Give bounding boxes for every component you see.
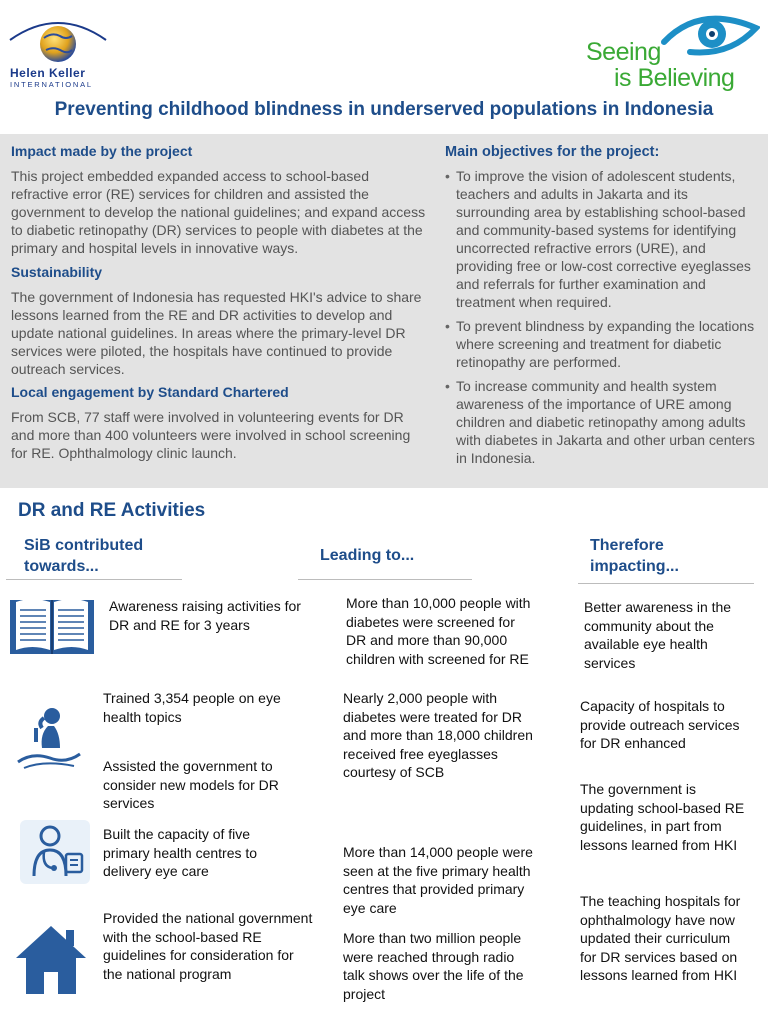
impact-item: The government is updating school-based RE guidelines, in part from lessons learned from HKI [580, 781, 745, 853]
activities-title: DR and RE Activities [18, 500, 206, 521]
hki-logo [8, 10, 118, 90]
impact-text: This project embedded expanded access to school-based refractive error (RE) services for children and assisted the government to develop the national guidelines; and expand access to diabetic retinopathy (DR) services to people with diabetes at the primary and hospital levels in innovative ways. [11, 168, 426, 256]
outcome-item: More than two million people were reached through radio talk shows over the life of the project [343, 930, 524, 1002]
book-icon [8, 594, 96, 658]
local-engagement-text: From SCB, 77 staff were involved in volunteering events for DR and more than 400 volunteers were involved in school screening for RE. Ophthalmology clinic launch. [11, 409, 411, 461]
objectives-heading: Main objectives for the project: [445, 144, 660, 160]
logo-arc [8, 12, 108, 42]
impact-heading: Impact made by the project [11, 143, 193, 159]
objective-item: • To prevent blindness by expanding the locations where screening and treatment for diabetic retinopathy are performed. [445, 317, 760, 371]
hki-logo-sub: INTERNATIONAL [10, 80, 93, 89]
impact-item: Better awareness in the community about the available eye health services [584, 599, 732, 671]
impacting-heading: Therefore impacting... [590, 537, 679, 575]
objective-item: • To improve the vision of adolescent students, teachers and adults in Jakarta and its surrounding area by establishing school-based and community-based systems for identifying uncorrected refractive errors (URE), and providing free or low-cost corrective eyeglasses and referrals for further examination and treatment when required. [445, 167, 760, 311]
outcome-item: More than 10,000 people with diabetes were screened for DR and more than 90,000 children with screened for RE [346, 595, 531, 667]
sustainability-text: The government of Indonesia has requested HKI's advice to share lessons learned from the RE and DR activities to develop and update national guidelines. In areas where the primary-level DR services were piloted, the hospitals have continued to provide outreach services. [11, 289, 422, 377]
contribution-item: Built the capacity of five primary health centres to delivery eye care [103, 826, 258, 879]
objectives-list [445, 167, 760, 467]
sib-logo-line1: Seeing [586, 38, 661, 66]
impact-item: Capacity of hospitals to provide outreach services for DR enhanced [580, 698, 740, 751]
contribution-item: Assisted the government to consider new models for DR services [103, 758, 279, 811]
contribution-item: Trained 3,354 people on eye health topics [103, 690, 281, 725]
sib-logo-line2: is Believing [614, 64, 735, 92]
doctor-icon [20, 820, 90, 884]
objective-item: • To increase community and health system awareness of the importance of URE among children and diabetic retinopathy among adults with diabetes in Jakarta and other urban centers in Indonesia. [445, 377, 760, 467]
impact-column [11, 143, 426, 462]
outcome-item: Nearly 2,000 people with diabetes were treated for DR and more than 18,000 children received free eyeglasses courtesy of SCB [343, 690, 533, 780]
woman-reading-icon [14, 704, 84, 774]
column-divider [578, 583, 754, 584]
objectives-column [445, 144, 760, 473]
impact-item: The teaching hospitals for ophthalmology have now updated their curriculum for DR services based on lessons learned from HKI [580, 893, 741, 983]
house-icon [14, 924, 88, 996]
contribution-item: Provided the national government with the school-based RE guidelines for consideration for the national program [103, 910, 313, 982]
sib-logo [584, 12, 760, 96]
sustainability-heading: Sustainability [11, 264, 103, 280]
outcome-item: More than 14,000 people were seen at the five primary health centres that provided primary eye care [343, 844, 533, 916]
hki-logo-name: Helen Keller [10, 66, 86, 80]
contribution-item: Awareness raising activities for DR and RE for 3 years [109, 598, 301, 633]
leading-to-heading: Leading to... [320, 547, 415, 564]
local-engagement-heading: Local engagement by Standard Chartered [11, 384, 289, 400]
column-divider [298, 579, 472, 580]
contributed-heading: SiB contributed towards... [24, 537, 144, 575]
eye-icon [660, 12, 760, 62]
page-title: Preventing childhood blindness in underserved populations in Indonesia [54, 99, 714, 120]
column-divider [6, 579, 182, 580]
